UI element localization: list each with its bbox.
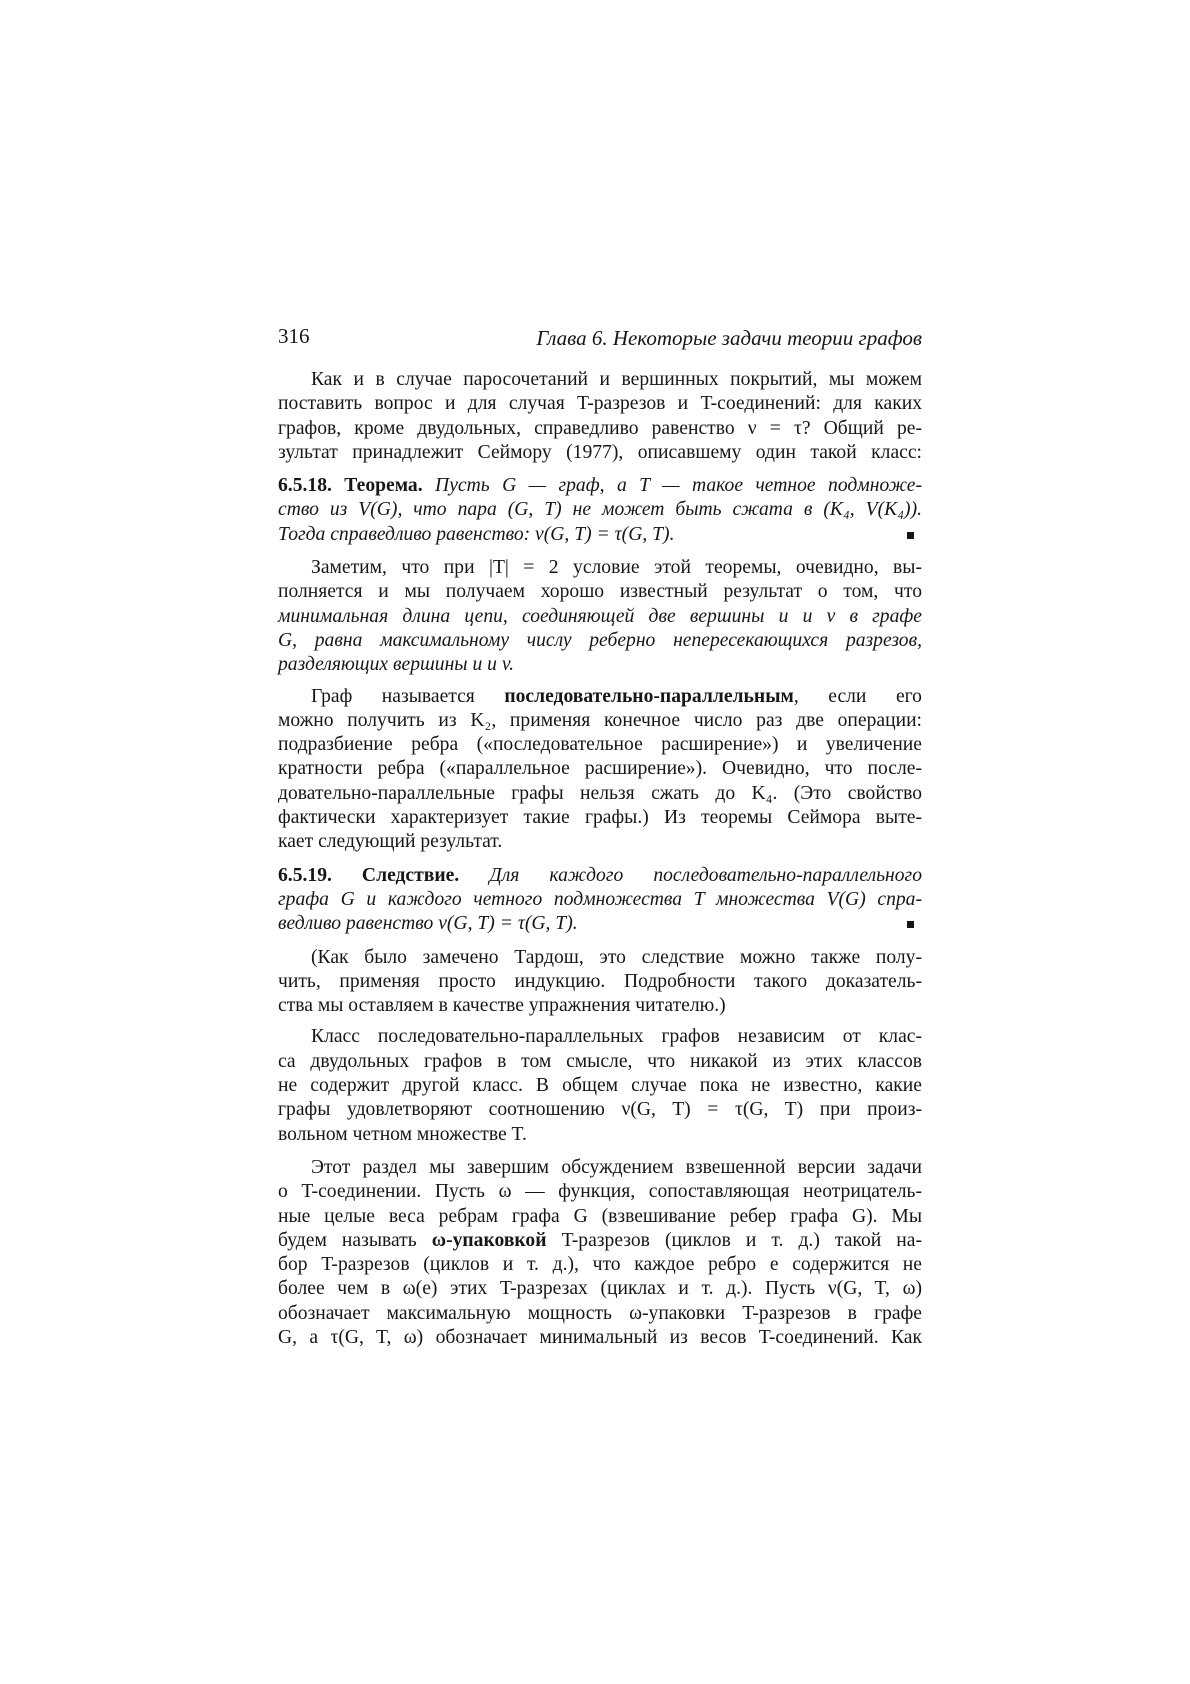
qed-square-icon [907, 921, 914, 928]
theorem-6-5-18 [278, 474, 922, 547]
body-text [278, 368, 922, 1350]
paragraph-classes [278, 1025, 922, 1146]
text-line [278, 864, 922, 888]
text-line [278, 653, 922, 677]
text-line: фактически характеризует такие графы.) Из теоремы Сеймора выте- [278, 807, 922, 829]
text-line [278, 1229, 922, 1253]
text-line: не содержит другой класс. В общем случае пока не известно, какие [278, 1075, 922, 1097]
text-line: ные целые веса ребрам графа G (взвешивание ребер графа G). Мы [278, 1205, 922, 1227]
text-line: довательно-параллельные графы нельзя сжать до K₄. (Это свойство [278, 782, 922, 804]
text-span: , если его [793, 685, 922, 707]
text-line: (Как было замечено Тардош, это следствие можно также полу- [311, 946, 922, 968]
text-line: о T-соединении. Пусть ω — функция, сопоставляющая неотрицатель- [278, 1181, 922, 1203]
corollary-text: графа G и каждого четного подмножества T множества V(G) спра- [278, 888, 922, 910]
paragraph-remark [278, 556, 922, 677]
qed-square-icon [907, 532, 914, 539]
text-line: полняется и мы получаем хорошо известный результат о том, что [278, 581, 922, 603]
emphasis-text: разделяющих вершины u и v. [278, 654, 514, 676]
text-line: графов, кроме двудольных, справедливо равенство ν = τ? Общий ре- [278, 417, 922, 439]
text-line: бор T-разрезов (циклов и т. д.), что каждое ребро e содержится не [278, 1254, 922, 1276]
paragraph-definition [278, 685, 922, 855]
text-span: будем называть [278, 1229, 417, 1251]
paragraph-tardos-note [278, 946, 922, 1019]
text-line [278, 685, 922, 709]
corollary-text: ведливо равенство ν(G, T) = τ(G, T). [278, 913, 578, 935]
text-line: вольном четном множестве T. [278, 1123, 527, 1145]
text-line [278, 888, 922, 912]
text-line: графы удовлетворяют соотношению ν(G, T) = τ(G, T) при произ- [278, 1099, 922, 1121]
text-line: Как и в случае паросочетаний и вершинных покрытий, мы можем [311, 369, 922, 390]
running-header [278, 318, 922, 354]
text-line: обозначает максимальную мощность ω-упаковки T-разрезов в графе [278, 1302, 922, 1324]
text-line [278, 474, 922, 498]
emphasis-text: G, равна максимальному числу реберно непересекающихся разрезов, [278, 629, 922, 651]
corollary-text: Для каждого последовательно-параллельного [489, 864, 922, 886]
corollary-6-5-19 [278, 864, 922, 937]
page [278, 318, 922, 1350]
text-line: можно получить из K₂, применяя конечное число раз две операции: [278, 709, 922, 731]
text-line: подразбиение ребра («последовательное расширение») и увеличение [278, 734, 922, 756]
text-line: поставить вопрос и для случая T-разрезов и T-соединений: для каких [278, 393, 922, 415]
running-title: Глава 6. Некоторые задачи теории графов [536, 326, 922, 350]
text-span: T-разрезов (циклов и т. д.) такой на- [561, 1229, 922, 1251]
text-line [278, 523, 922, 547]
text-line: G, а τ(G, T, ω) обозначает минимальный из весов T-соединений. Как [278, 1326, 922, 1348]
paragraph-weighted [278, 1156, 922, 1350]
paragraph-intro [278, 368, 922, 465]
text-line [278, 498, 922, 522]
text-line: Заметим, что при |T| = 2 условие этой теоремы, очевидно, вы- [311, 557, 922, 579]
text-line [278, 912, 922, 936]
text-line: зультат принадлежит Сеймору (1977), описавшему один такой класс: [278, 441, 922, 463]
text-span: Граф называется [311, 685, 475, 707]
page-number: 316 [278, 324, 310, 348]
text-line [278, 629, 922, 653]
theorem-text: Пусть G — граф, а T — такое четное подмноже- [435, 475, 922, 497]
text-line: Класс последовательно-параллельных графов независим от клас- [311, 1026, 922, 1048]
defined-term: последовательно-параллельным [504, 685, 794, 707]
emphasis-text: минимальная длина цепи, соединяющей две вершины u и v в графе [278, 605, 922, 627]
corollary-label: 6.5.19. Следствие. [278, 864, 460, 886]
text-line: кает следующий результат. [278, 831, 503, 853]
theorem-text: ство из V(G), что пара (G, T) не может быть сжата в (K₄, V(K₄)). [278, 499, 922, 521]
text-line: са двудольных графов в том смысле, что никакой из этих классов [278, 1050, 922, 1072]
theorem-label: 6.5.18. Теорема. [278, 475, 423, 497]
text-line: более чем в ω(e) этих T-разрезах (циклах и т. д.). Пусть ν(G, T, ω) [278, 1278, 922, 1300]
text-line: кратности ребра («параллельное расширение»). Очевидно, что после- [278, 758, 922, 780]
defined-term: ω-упаковкой [431, 1229, 547, 1251]
theorem-text: Тогда справедливо равенство: ν(G, T) = τ(G, T). [278, 523, 675, 545]
text-line: чить, применяя просто индукцию. Подробности такого доказатель- [278, 970, 922, 992]
text-line: Этот раздел мы завершим обсуждением взвешенной версии задачи [311, 1156, 922, 1178]
text-line [278, 605, 922, 629]
text-line: ства мы оставляем в качестве упражнения читателю.) [278, 995, 726, 1017]
